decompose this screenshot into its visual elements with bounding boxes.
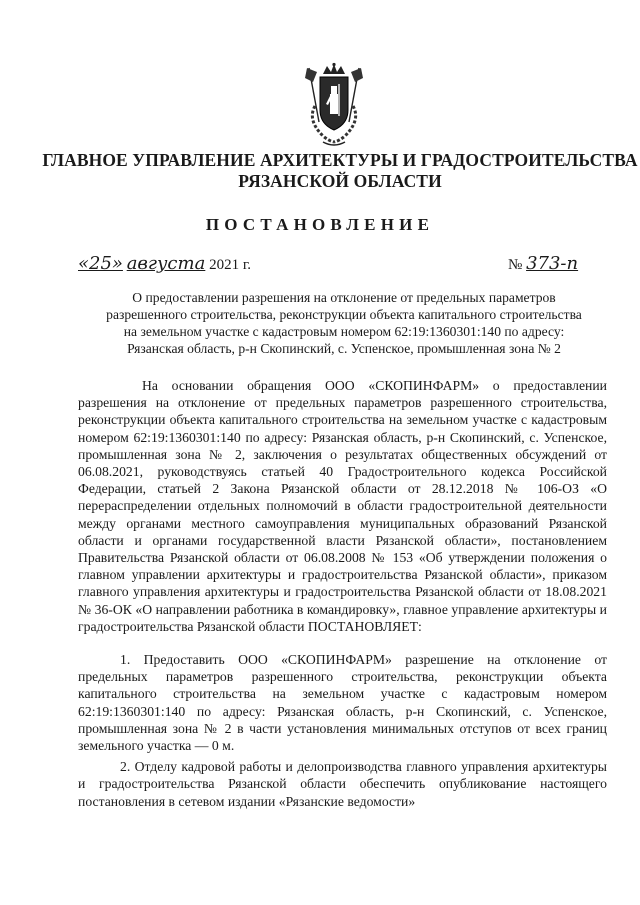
document-subject <box>82 289 606 357</box>
subject-line3: на земельном участке с кадастровым номером 62:19:1360301:140 по адресу: <box>123 324 565 339</box>
number-value: 373-п <box>526 253 579 274</box>
organization-title-line2: РЯЗАНСКОЙ ОБЛАСТИ <box>238 171 442 191</box>
number-prefix: № <box>508 257 523 273</box>
document-date <box>78 253 251 274</box>
organization-title <box>40 150 640 192</box>
document-number <box>508 253 578 274</box>
subject-line1: О предоставлении разрешения на отклонение от предельных параметров <box>132 290 556 305</box>
preamble-paragraph: На основании обращения ООО «СКОПИНФАРМ» о предоставлении разрешения на отклонение от предельных параметров разрешенного строительства, реконструкции объекта капитального строительства на земельном участке с кадастровым номером 62:19:1360301:140 по адресу: Рязанская область, р-н Скопинский, с. Успенское, промышленная зона № 2, заключения о результатах общественных обсуждений от 06.08.2021, руководствуясь статьей 40 Градостроительного кодекса Российской Федерации, статьей 2 Закона Рязанской области от 28.12.2018 № 106-ОЗ «О перераспределении отдельных полномочий в области градостроительной деятельности между органами местного самоуправления муниципальных образований Рязанской области и органами государственной власти Рязанской области», постановлением Правительства Рязанской области от 06.08.2008 № 153 «Об утверждении положения о главном управлении архитектуры и градостроительства Рязанской области», приказом главного управления архитектуры и градостроительства Рязанской области от 18.08.2021 № 36-ОК «О направлении работника в командировку», главное управление архитектуры и градостроительства Рязанской области ПОСТАНОВЛЯЕТ: <box>78 378 607 634</box>
date-year: 2021 г. <box>209 257 252 273</box>
document-body <box>78 377 607 810</box>
item-2-paragraph: 2. Отделу кадровой работы и делопроизводства главного управления архитектуры и градостроительства Рязанской области обеспечить опубликование настоящего постановления в сетевом издании «Рязанские ведомости» <box>78 759 607 809</box>
date-month: августа <box>126 253 206 274</box>
item-1-paragraph: 1. Предоставить ООО «СКОПИНФАРМ» разрешение на отклонение от предельных параметров разрешенного строительства, реконструкции объекта капитального строительства на земельном участке с кадастровым номером 62:19:1360301:140 по адресу: Рязанская область, р-н Скопинский, с. Успенское, промышленная зона № 2 в части установления минимальных отступов от всех границ земельного участка — 0 м. <box>78 652 607 754</box>
document-type: ПОСТАНОВЛЕНИЕ <box>205 215 435 234</box>
date-day: «25» <box>78 253 123 274</box>
organization-title-line1: ГЛАВНОЕ УПРАВЛЕНИЕ АРХИТЕКТУРЫ И ГРАДОСТРОИТЕЛЬСТВА <box>42 150 638 170</box>
subject-line2: разрешенного строительства, реконструкции объекта капитального строительства <box>106 307 582 322</box>
coat-of-arms-icon <box>293 62 375 148</box>
subject-line4: Рязанская область, р-н Скопинский, с. Успенское, промышленная зона № 2 <box>127 341 561 356</box>
